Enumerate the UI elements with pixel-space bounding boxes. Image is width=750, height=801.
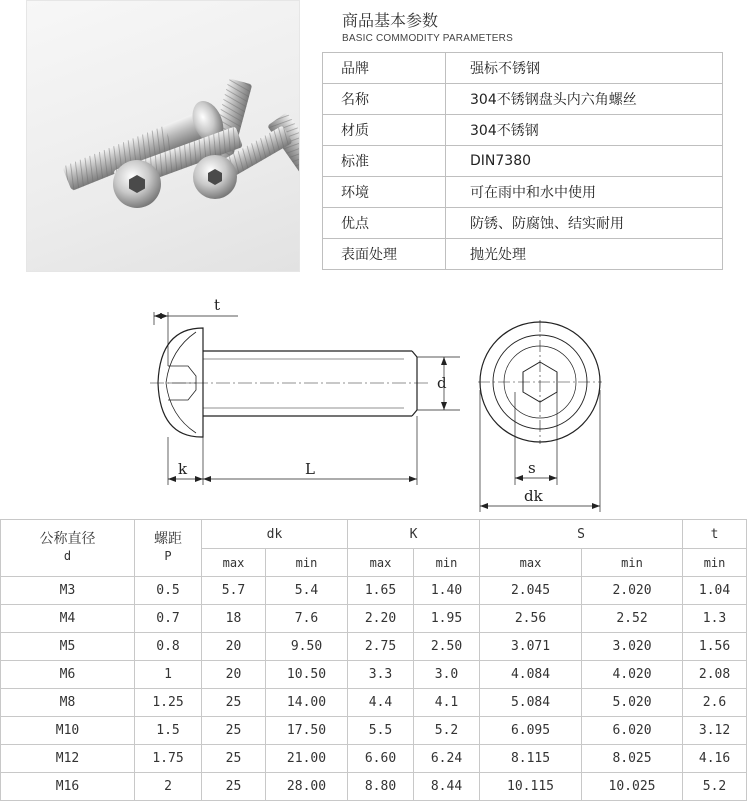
- table-cell: 1.3: [683, 605, 747, 633]
- param-key: 品牌: [323, 53, 446, 84]
- table-cell: 0.8: [135, 633, 202, 661]
- dimensions-table: [0, 519, 747, 801]
- table-cell: M6: [1, 661, 135, 689]
- table-cell: 3.3: [348, 661, 414, 689]
- table-cell: 1.5: [135, 717, 202, 745]
- subheader-cell: min: [582, 549, 683, 577]
- table-cell: 8.44: [414, 773, 480, 801]
- table-cell: M5: [1, 633, 135, 661]
- param-key: 标准: [323, 146, 446, 177]
- table-cell: 5.2: [683, 773, 747, 801]
- header-pitch-sub: P: [164, 549, 172, 563]
- header-S: S: [480, 520, 683, 549]
- param-value: 304不锈钢: [446, 115, 723, 146]
- table-cell: 2.56: [480, 605, 582, 633]
- header-pitch: [135, 520, 202, 577]
- subheader-cell: max: [202, 549, 266, 577]
- header-nominal: [1, 520, 135, 577]
- table-cell: M10: [1, 717, 135, 745]
- table-row: [1, 605, 747, 633]
- table-cell: 2.6: [683, 689, 747, 717]
- header-nominal-label: 公称直径: [39, 531, 96, 547]
- param-key: 环境: [323, 177, 446, 208]
- param-key: 材质: [323, 115, 446, 146]
- params-row: [323, 146, 723, 177]
- label-L: L: [305, 460, 315, 478]
- dimensions-body: [1, 577, 747, 801]
- table-cell: 1.40: [414, 577, 480, 605]
- header-dk: dk: [202, 520, 348, 549]
- table-cell: 8.025: [582, 745, 683, 773]
- params-row: [323, 84, 723, 115]
- table-row: [1, 689, 747, 717]
- table-row: [1, 773, 747, 801]
- table-row: [1, 661, 747, 689]
- table-cell: M3: [1, 577, 135, 605]
- param-value: 304不锈钢盘头内六角螺丝: [446, 84, 723, 115]
- subheader-cell: min: [266, 549, 348, 577]
- technical-drawing: [0, 280, 750, 520]
- header-K: K: [348, 520, 480, 549]
- table-cell: 2.020: [582, 577, 683, 605]
- table-row: [1, 745, 747, 773]
- table-cell: 25: [202, 717, 266, 745]
- subheader-cell: max: [480, 549, 582, 577]
- table-cell: 5.5: [348, 717, 414, 745]
- params-row: [323, 239, 723, 270]
- params-table: [322, 52, 723, 270]
- label-k: k: [178, 460, 188, 478]
- table-cell: 20: [202, 633, 266, 661]
- params-subtitle: BASIC COMMODITY PARAMETERS: [342, 33, 513, 44]
- table-cell: 5.4: [266, 577, 348, 605]
- param-key: 优点: [323, 208, 446, 239]
- product-photo: [26, 0, 300, 272]
- table-cell: 8.115: [480, 745, 582, 773]
- table-cell: 2.20: [348, 605, 414, 633]
- table-cell: 21.00: [266, 745, 348, 773]
- table-cell: 28.00: [266, 773, 348, 801]
- subheader-cell: min: [414, 549, 480, 577]
- table-cell: 3.071: [480, 633, 582, 661]
- table-cell: 2: [135, 773, 202, 801]
- header-row: [1, 520, 747, 549]
- table-cell: 5.7: [202, 577, 266, 605]
- table-cell: 1.75: [135, 745, 202, 773]
- param-value: DIN7380: [446, 146, 723, 177]
- table-cell: M16: [1, 773, 135, 801]
- table-cell: 6.60: [348, 745, 414, 773]
- table-cell: 1.95: [414, 605, 480, 633]
- param-key: 名称: [323, 84, 446, 115]
- table-cell: 6.24: [414, 745, 480, 773]
- header-nominal-sub: d: [63, 549, 72, 563]
- table-cell: 5.020: [582, 689, 683, 717]
- table-cell: 2.045: [480, 577, 582, 605]
- table-cell: 18: [202, 605, 266, 633]
- table-cell: 4.1: [414, 689, 480, 717]
- table-cell: 9.50: [266, 633, 348, 661]
- table-cell: 25: [202, 745, 266, 773]
- params-row: [323, 53, 723, 84]
- table-cell: 4.084: [480, 661, 582, 689]
- label-d: d: [437, 374, 447, 392]
- table-cell: 3.020: [582, 633, 683, 661]
- table-row: [1, 577, 747, 605]
- table-cell: 8.80: [348, 773, 414, 801]
- table-cell: 7.6: [266, 605, 348, 633]
- table-cell: 6.095: [480, 717, 582, 745]
- table-cell: 3.0: [414, 661, 480, 689]
- table-cell: 20: [202, 661, 266, 689]
- param-key: 表面处理: [323, 239, 446, 270]
- table-cell: 2.52: [582, 605, 683, 633]
- params-row: [323, 115, 723, 146]
- table-cell: 17.50: [266, 717, 348, 745]
- table-cell: M12: [1, 745, 135, 773]
- table-cell: 1.04: [683, 577, 747, 605]
- subheader-cell: max: [348, 549, 414, 577]
- table-cell: 0.5: [135, 577, 202, 605]
- params-row: [323, 208, 723, 239]
- table-cell: 0.7: [135, 605, 202, 633]
- table-cell: 10.025: [582, 773, 683, 801]
- table-cell: 3.12: [683, 717, 747, 745]
- label-s: s: [528, 459, 536, 477]
- table-cell: 2.50: [414, 633, 480, 661]
- params-row: [323, 177, 723, 208]
- table-cell: 1.56: [683, 633, 747, 661]
- table-cell: 4.4: [348, 689, 414, 717]
- params-title: 商品基本参数: [342, 11, 439, 30]
- table-cell: 4.020: [582, 661, 683, 689]
- table-row: [1, 717, 747, 745]
- label-t: t: [214, 296, 221, 314]
- table-cell: 4.16: [683, 745, 747, 773]
- table-row: [1, 633, 747, 661]
- table-cell: 2.08: [683, 661, 747, 689]
- table-cell: 25: [202, 689, 266, 717]
- table-cell: 1.65: [348, 577, 414, 605]
- label-dk: dk: [524, 487, 543, 505]
- screws-image: [27, 1, 300, 272]
- table-cell: 2.75: [348, 633, 414, 661]
- table-cell: 25: [202, 773, 266, 801]
- param-value: 强标不锈钢: [446, 53, 723, 84]
- header-t: t: [683, 520, 747, 549]
- table-cell: 5.084: [480, 689, 582, 717]
- table-cell: 6.020: [582, 717, 683, 745]
- table-cell: 14.00: [266, 689, 348, 717]
- param-value: 防锈、防腐蚀、结实耐用: [446, 208, 723, 239]
- table-cell: 1: [135, 661, 202, 689]
- table-cell: 1.25: [135, 689, 202, 717]
- table-cell: 10.50: [266, 661, 348, 689]
- table-cell: M8: [1, 689, 135, 717]
- param-value: 抛光处理: [446, 239, 723, 270]
- table-cell: M4: [1, 605, 135, 633]
- table-cell: 10.115: [480, 773, 582, 801]
- table-cell: 5.2: [414, 717, 480, 745]
- param-value: 可在雨中和水中使用: [446, 177, 723, 208]
- subheader-cell: min: [683, 549, 747, 577]
- header-pitch-label: 螺距: [154, 531, 182, 547]
